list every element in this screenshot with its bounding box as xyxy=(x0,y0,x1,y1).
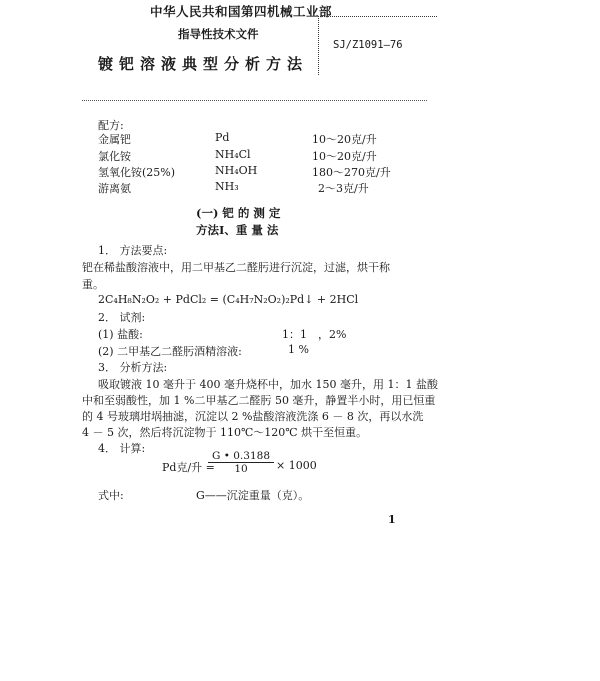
formula-row-conc: 2～3克/升 xyxy=(318,182,369,195)
reagent2-pct: 1 % xyxy=(288,343,309,356)
s1-text-line1: 钯在稀盐酸溶液中，用二甲基乙二醛肟进行沉淀，过滤，烘干称 xyxy=(82,261,390,274)
calc-denominator: 10 xyxy=(234,463,248,475)
method-heading: 方法Ⅰ、重 量 法 xyxy=(196,223,279,237)
where-definition: G——沉淀重量（克）。 xyxy=(196,489,310,502)
standard-number-box xyxy=(318,16,437,75)
calc-multiplier: × 1000 xyxy=(276,459,317,472)
where-label: 式中: xyxy=(98,489,124,502)
formula-row-formula: NH₃ xyxy=(215,180,239,193)
formula-row-conc: 10～20克/升 xyxy=(312,150,377,163)
reagent1-pct: ，2% xyxy=(318,328,347,341)
reagent1-ratio: 1：1 xyxy=(282,328,307,341)
s2-heading: 2． 试剂: xyxy=(98,311,146,324)
formula-row-name: 氢氧化铵(25%) xyxy=(98,166,176,179)
formula-row-name: 氯化铵 xyxy=(98,150,131,163)
formula-row-formula: Pd xyxy=(215,131,230,144)
formula-label: 配方: xyxy=(98,119,124,132)
section-heading: (一) 钯 的 测 定 xyxy=(196,206,281,220)
ministry-header: 中华人民共和国第四机械工业部 xyxy=(150,4,333,19)
formula-row-formula: NH₄OH xyxy=(215,164,258,177)
s4-heading: 4． 计算: xyxy=(98,442,146,455)
reagent1-label: (1) 盐酸: xyxy=(98,328,143,341)
standard-number: SJ/Z1091—76 xyxy=(333,39,403,51)
page-number: 1 xyxy=(388,513,396,526)
formula-row-name: 金属钯 xyxy=(98,133,131,146)
formula-row-conc: 10～20克/升 xyxy=(312,133,377,146)
s3-line4: 4 － 5 次，然后将沉淀物于 110℃～120℃ 烘干至恒重。 xyxy=(82,426,368,439)
s1-heading: 1． 方法要点: xyxy=(98,244,168,257)
reaction-equation: 2C₄H₈N₂O₂ + PdCl₂ = (C₄H₇N₂O₂)₂Pd↓ + 2HCl xyxy=(98,293,359,306)
formula-row-name: 游离氨 xyxy=(98,182,131,195)
document-type: 指导性技术文件 xyxy=(178,27,259,41)
reagent2-label: (2) 二甲基乙二醛肟酒精溶液: xyxy=(98,345,242,358)
s3-line2: 中和至弱酸性，加 1 %二甲基乙二醛肟 50 毫升，静置半小时，用已恒重 xyxy=(82,394,436,407)
s3-line1: 吸取镀液 10 毫升于 400 毫升烧杯中，加水 150 毫升，用 1：1 盐酸 xyxy=(98,378,438,391)
calc-lhs: Pd克/升 = xyxy=(162,461,215,474)
calc-numerator: G • 0.3188 xyxy=(208,450,274,463)
s1-text-line2: 重。 xyxy=(82,278,104,291)
formula-row-conc: 180～270克/升 xyxy=(312,166,391,179)
s3-line3: 的 4 号玻璃坩埚抽滤，沉淀以 2 %盐酸溶液洗涤 6 － 8 次，再以水洗 xyxy=(82,410,424,423)
s3-heading: 3． 分析方法: xyxy=(98,361,168,374)
header-divider xyxy=(82,100,427,101)
page-title: 镀钯溶液典型分析方法 xyxy=(98,55,309,73)
formula-row-formula: NH₄Cl xyxy=(215,148,251,161)
calc-fraction xyxy=(208,450,274,475)
